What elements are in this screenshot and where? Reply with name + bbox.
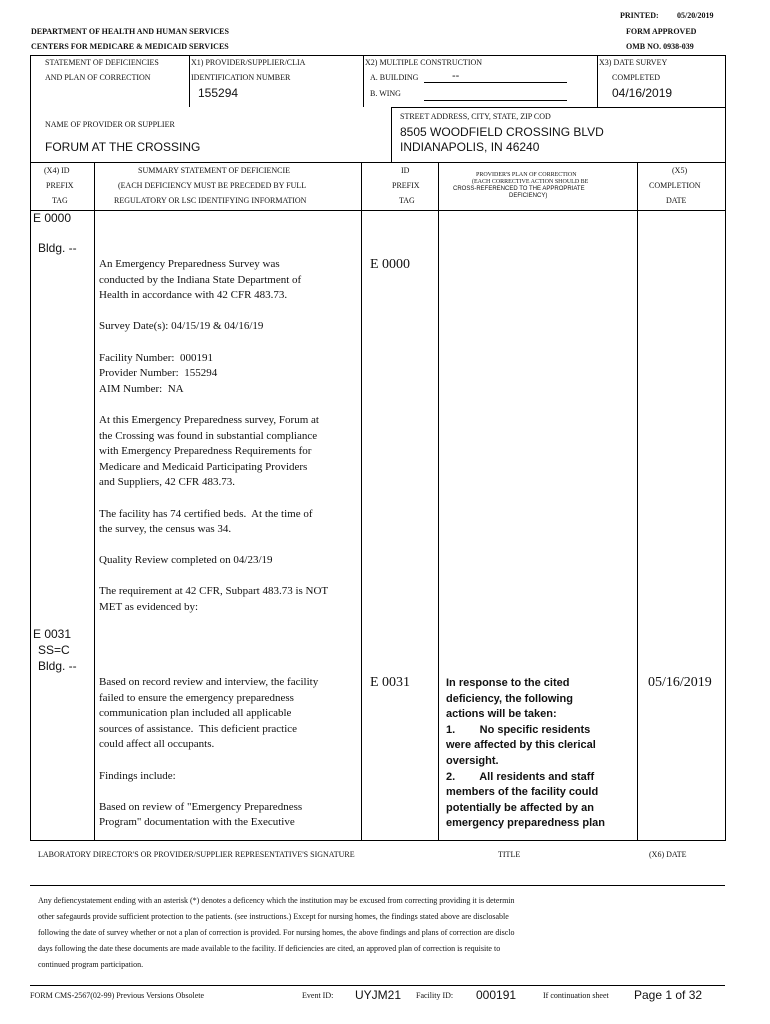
address-label: STREET ADDRESS, CITY, STATE, ZIP COD	[400, 112, 551, 121]
x1-label-1: X1) PROVIDER/SUPPLIER/CLIA	[191, 58, 306, 67]
provider-number: 155294	[198, 86, 239, 100]
x3-label: X3) DATE SURVEY	[599, 58, 668, 67]
id-header-3: TAG	[399, 196, 415, 205]
page-number: Page 1 of 32	[634, 988, 703, 1002]
dept-title: DEPARTMENT OF HEALTH AND HUMAN SERVICES	[31, 27, 229, 36]
signature-divider	[30, 885, 725, 886]
e0000-bldg: Bldg. --	[38, 241, 77, 255]
e0031-plan-text: In response to the cited deficiency, the following actions will be taken: 1. No specific residents were affected by this clerical oversight. 2. All residents and staff members of the facility could potentially be affected by an emergency preparedness plan	[446, 677, 605, 830]
provider-name-label: NAME OF PROVIDER OR SUPPLIER	[45, 120, 175, 129]
form-id: FORM CMS-2567(02-99) Previous Versions Obsolete	[30, 991, 205, 1000]
e0031-id-tag: E 0031	[370, 675, 411, 690]
title-label: TITLE	[498, 850, 521, 859]
event-id-value: UYJM21	[355, 988, 402, 1002]
plan-header-2: (EACH CORRECTIVE ACTION SHOULD BE	[472, 179, 589, 185]
x5-header-2: COMPLETION	[649, 181, 701, 190]
x4-header-1: (X4) ID	[44, 166, 70, 175]
centers-title: CENTERS FOR MEDICARE & MEDICAID SERVICES	[31, 42, 229, 51]
omb-number: OMB NO. 0938-039	[626, 42, 694, 51]
continuation-label: If continuation sheet	[543, 991, 609, 1000]
e0031-prefix-tag: E 0031	[33, 627, 72, 641]
x2-wing-label: B. WING	[370, 89, 401, 98]
x1-label-2: IDENTIFICATION NUMBER	[191, 73, 291, 82]
x3-completed-label: COMPLETED	[612, 73, 660, 82]
disclosure-footnote: Any defiencystatement ending with an asterisk (*) denotes a deficency which the institution may be excused from correcting providing it is determin other safegaurds provide sufficient protection to the patients. (see instructions.) Except for nursing homes, the findings stated above are disclosable following the date of survey whether or not a plan of correction is provided. For nursing homes, the above findings and plans of correction are disclo days following the date these documents are made available to the facility. If deficiencies are cited, an approved plan of correction is requisite to continued program participation.	[38, 896, 515, 969]
x4-header-2: PREFIX	[46, 181, 74, 190]
event-id-label: Event ID:	[302, 991, 334, 1000]
survey-date: 04/16/2019	[612, 86, 673, 100]
footer-divider	[30, 985, 725, 986]
x2-label: X2) MULTIPLE CONSTRUCTION	[365, 58, 483, 67]
printed-label: PRINTED:	[620, 11, 659, 20]
x2-building-value: --	[452, 70, 460, 82]
printed-date: 05/20/2019	[677, 11, 714, 20]
id-header-2: PREFIX	[392, 181, 420, 190]
x5-header-3: DATE	[666, 196, 687, 205]
plan-header-4: DEFICIENCY)	[509, 193, 548, 199]
e0000-summary-text: An Emergency Preparedness Survey was conducted by the Indiana State Department of Health in accordance with 42 CFR 483.73. Survey Date(s): 04/15/19 & 04/16/19 Facility Number: 000191 Provider Number: 155294 AIM Number: NA At this Emergency Preparedness survey, Forum at the Crossing was found in substantial compliance with Emergency Preparedness Requirements for Medicare and Medicaid Participating Providers and Suppliers, 42 CFR 483.73. The facility has 74 certified beds. At the time of the survey, the census was 34. Quality Review completed on 04/23/19 The requirement at 42 CFR, Subpart 483.73 is NOT MET as evidenced by:	[99, 258, 329, 614]
summary-header-2: (EACH DEFICIENCY MUST BE PRECEDED BY FULL	[118, 181, 307, 190]
facility-id-label: Facility ID:	[416, 991, 454, 1000]
x2-building-label: A. BUILDING	[370, 73, 419, 82]
e0031-summary-text: Based on record review and interview, the facility failed to ensure the emergency preparedness communication plan included all applicable sources of assistance. This deficient practice could affect all occupants. Findings include: Based on review of "Emergency Preparedness Program" documentation with the Executive	[99, 676, 319, 829]
plan-header-3: CROSS-REFERENCED TO THE APPROPRIATE	[453, 186, 585, 192]
x6-date-label: (X6) DATE	[649, 850, 687, 859]
form-approved: FORM APPROVED	[626, 27, 697, 36]
x4-header-3: TAG	[52, 196, 68, 205]
e0000-prefix-tag: E 0000	[33, 211, 72, 225]
e0031-completion-date: 05/16/2019	[648, 675, 712, 690]
e0031-scope-severity: SS=C	[38, 643, 70, 657]
provider-name: FORUM AT THE CROSSING	[45, 140, 201, 154]
address-line-1: 8505 WOODFIELD CROSSING BLVD	[400, 125, 604, 139]
plan-header-1: PROVIDER'S PLAN OF CORRECTION	[476, 172, 577, 178]
e0000-id-tag: E 0000	[370, 257, 411, 272]
id-header-1: ID	[401, 166, 410, 175]
statement-label-2: AND PLAN OF CORRECTION	[45, 73, 151, 82]
summary-header-1: SUMMARY STATEMENT OF DEFICIENCIE	[138, 166, 291, 175]
summary-header-3: REGULATORY OR LSC IDENTIFYING INFORMATION	[114, 196, 307, 205]
facility-id-value: 000191	[476, 988, 517, 1002]
director-signature-label: LABORATORY DIRECTOR'S OR PROVIDER/SUPPLIER REPRESENTATIVE'S SIGNATURE	[38, 850, 355, 859]
address-line-2: INDIANAPOLIS, IN 46240	[400, 140, 540, 154]
e0031-bldg: Bldg. --	[38, 659, 77, 673]
x5-header-1: (X5)	[672, 166, 688, 175]
statement-label-1: STATEMENT OF DEFICIENCIES	[45, 58, 159, 67]
